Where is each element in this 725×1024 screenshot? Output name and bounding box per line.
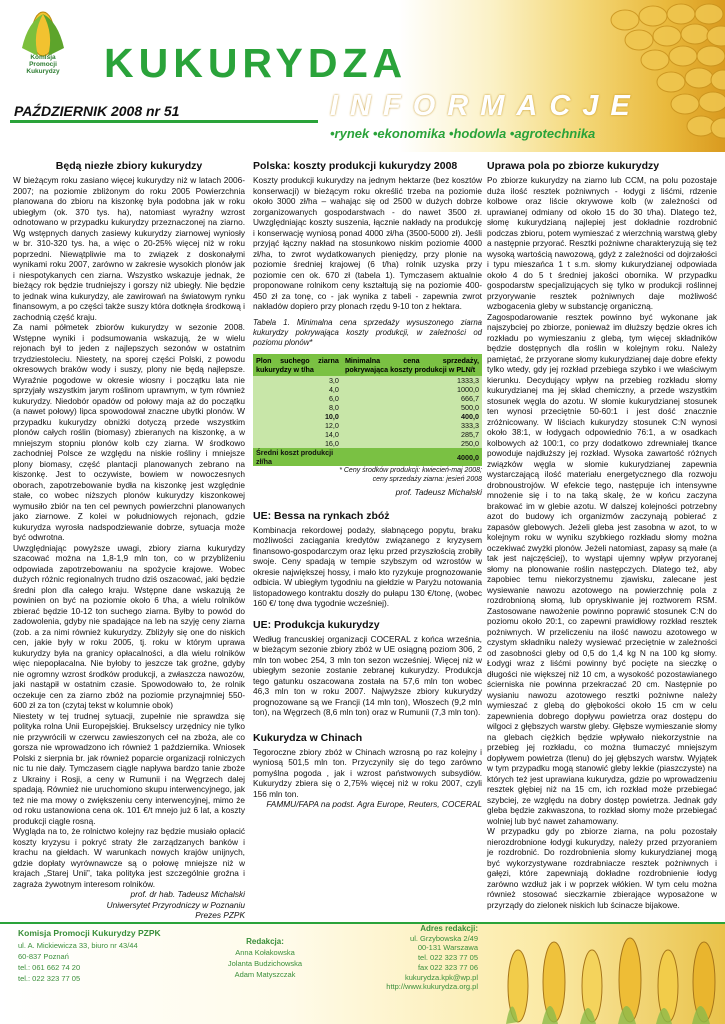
table-cell: 666,7 [342, 394, 482, 403]
article-paragraph: Tegoroczne zbiory zbóż w Chinach wzrosną po raz kolejny i wyniosą 501,5 mln ton. Przyczynily się do tego zarówno pomyślna pogoda , jak i wzrost państwowych subsydiów. Kukurydzy zbiera się o 2,75% więcej niż w roku 2007, czyli 156 mln ton. [253, 746, 482, 799]
corn-logo-icon [8, 8, 78, 88]
article-title: Polska: koszty produkcji kukurydzy 2008 [253, 160, 458, 172]
header-divider [10, 120, 318, 123]
editor-name: Jolanta Budzichowska [227, 959, 303, 968]
article-paragraph: Uwzględniając powyższe uwagi, zbiory ziarna kukurydzy szacować można na 1,8-1,9 mln ton, co w przybliżeniu odpowiada zapotrzebowaniu na spożycie krajowe. Wobec dużych różnic regionalnych trudno dziś oszacować, jaki będzie średni plon dla całego kraju. Wstępne dane wskazują że powinien on być na poziomie około 6 t/ha, a wielu rolników zbierać będzie 10-12 ton suchego ziarna. Byłby to powód do zadowolenia, gdyby nie spadające na leb na szyję ceny ziarna (zob. a za nimi również kukurydzy. Zbliżyły się one do niskich cen, jakie były w roku 2005, tj. roku w którym uprawa kukurydzy była na granicy opłacalności, a dla wielu rolników więc niepopłacalna. Nie byłoby to jeszcze tak groźne, gdyby nie ogromny wzrost środków produkcji, a zwłaszcza nawozów, jaki nastąpił w ostatnim czasie. Spowodowało to, że rolnik oczekuje cen za ziarno zbóż na poziomie przynajmniej 550-600 zł za ton (czytaj tekst w kolumnie obok) [13, 542, 245, 710]
footer-editorial-address [358, 924, 478, 992]
article-paragraph: Koszty produkcji kukurydzy na jednym hektarze (bez kosztów konserwacji) w bieżącym roku określić trzeba na poziomie około 3000 zł/ha – wahając się od 2500 w dużych dobrze zorganizowanych gospodarstwach - do nawet 3500 zł. Uwzględniając koszty suszenia, łącznie nakłady na produkcję i konserwację wyniosą ponad 4000 zł/ha (3500-5000 zł). Jeśli przyjąć łączny nakład na stosunkowo niskim poziomie 4000 zł/ha, to zwrot wydatkowanych pieniędzy, przy plonie na poziomie średniej krajowej (6 t/ha) rolnik uzyska przy poziomie cen ok. 670 zł (tabela 1). Tymczasem aktualnie proponowane rolnikom ceny kształtują się na poziomie 400-450 zł za tonę, co - jak wynika z tabeli - zapewnia zwrot nakładów dopiero przy plonach rzędu 9-10 ton z hektara. [253, 175, 482, 311]
issue-label: PAŹDZIERNIK 2008 nr 51 [14, 103, 180, 119]
article-title: Kukurydza w Chinach [253, 731, 363, 744]
editors-heading: Redakcja: [246, 937, 284, 946]
table-cell: 400,0 [342, 412, 482, 421]
table-row [253, 430, 482, 439]
footer-address-line: ul. A. Mickiewicza 33, biuro nr 43/44 [18, 941, 138, 950]
table-row [253, 394, 482, 403]
editorial-address-line: 00-131 Warszawa [417, 943, 478, 953]
article-source: FAMMU/FAPA na podst. Agra Europe, Reuters, COCERAL [266, 799, 482, 810]
article-title: UE: Produkcja kukurydzy [253, 618, 380, 631]
table-row [253, 421, 482, 430]
table-row-highlighted [253, 412, 482, 421]
footer-phone: tel.: 061 662 74 20 [18, 963, 81, 972]
table-note: ceny sprzedaży ziarna: jesień 2008 [372, 476, 482, 484]
column-left [13, 160, 245, 921]
masthead-subtitle: INFORMACJE [330, 90, 642, 122]
article-title: UE: Bessa na rynkach zbóż [253, 509, 390, 522]
author-affiliation: Uniwersytet Przyrodniczy w Poznaniu [106, 899, 245, 910]
table-note: * Ceny środków produkcji: kwiecień-maj 2008; [339, 467, 482, 475]
table-row [253, 385, 482, 394]
table-cell: 3,0 [253, 376, 342, 385]
masthead [0, 0, 725, 152]
table-cell: 8,0 [253, 403, 342, 412]
editor-name: Adam Matyszczak [234, 970, 296, 979]
table-row [253, 439, 482, 448]
editorial-website-link[interactable]: http://www.kukurydza.org.pl [386, 982, 478, 992]
footer-address [18, 940, 138, 984]
article-paragraph: W bieżącym roku zasiano więcej kukurydzy niż w latach 2006-2007; na poziomie zbliżonym do roku 2005 Powierzchnia planowana do zbioru na kiszonkę była podobna jak w roku ubiegłym (ok. 370 tys. ha), natomiast wyraźny wzrost odnotowano w przypadku kukurydzy przeznaczonej na ziarno. Wg wstępnych danych zasiewy kukurydzy ziarnowej wyniosły w br. 310-320 tys. ha, a więc o 20-25% więcej niż w roku poprzedni. Niewątpliwie ma to związek z doskonałymi wynikami roku 2007, zarówno w zakresie wysokich plonów jak i niespotykanych cen ziarna. Wszystko wskazuje jednak, że bieżący rok będzie trudniejszy i gorszy niż ubiegły. Nie będzie to jednak wina kukurydzy, ale zawirowań na światowym rynku finansowym, a po części także suszy która dotknęła środkową i zachodnią część kraju. [13, 175, 245, 322]
table-header-price: Minimalna cena sprzedaży, pokrywająca koszty produkcji w PLN/t [342, 354, 482, 376]
tagline: •rynek •ekonomika •hodowla •agrotechnika [330, 126, 596, 141]
editorial-address-heading: Adres redakcji: [420, 924, 478, 933]
article-paragraph: Zagospodarowanie resztek powinno być wykonane jak najszybciej po zbiorze, ponieważ im dłuższy będzie okres ich rozkładu po wymieszaniu z glebą, tym więcej składników będzie dostępnych dla roślin w kolejnym roku. Należy pamiętać, że przyorane słomy kukurydzianej daje dobre efekty tylko wtedy, gdy jej rozkład przebiega szybko i we właściwym kierunku. Decydujący wpływ na przebieg rozkładu słomy kukurydzianej ma jej skład chemiczny, a przede wszystkim stosunek węgla do azotu. W słomie kukurydzianej stosunek ten wynosi przeciętnie 50-60:1 i jest dość znacznie zróżnicowany. W liściach kukurydzy stosunek C:N wynosi około 38:1, w łodygach odpowiednio 76:1, a w osadkach kolbowych aż 100:1, co przy dodatkowo zdrewniałej tkance powoduje najdłuższy jej rozkład. Wysoka zawartość różnych związków węgla w słomie kukurydzianej zapewnia wystarczającą ilość materiału energetycznego dla rozwoju drobnoustrojów. W efekcie tego, następuje ich intensywne mnożenie się i to na taką skalę, że w końcu zaczyna brakować im w glebie azotu. W dalszej kolejności potrzebny azot do budowy ich organizmów zaczynają pobierać z zapasów glebowych. Jeżeli gleba jest zasobna w azot, to w kolejnym roku w wyniku szybkiego rozkładu słomy można oczekiwać zwyżki plonów. Jeżeli natomiast, zapasy są małe (a tak jest najczęściej), to wystąpi ujemny wpływ przyoranej słomy na plonowanie roślin następczych. Dlatego też, aby zapobiec temu niekorzystnemu zjawisku, zalecane jest wysiewanie nawozu azotowego na powierzchnię pola z rozdrobnioną słomą, lub opryskiwanie jej roztworem RSM. Zastosowane nawożenie powinno poprawić stosunek C:N do poziomu około 20:1, co zapewni prawidłowy rozkład resztek pożniwnych. W przeliczeniu na ilość nawozu azotowego w czystym składniku należy wysiewać przeciętnie w zależności od zasobności gleby od 0,5 do 1,4 kg N na 100 kg słomy. Łodygi wraz z liśćmi powinny być pocięte na sieczkę o długości nie większej niż 10 cm, a wysokość pozostawianego ścierniska nie powinna przekraczać 20 cm. Następnie po wysianiu nawozu azotowego resztki pożniwne należy wymieszać z glebą do głębokości około 15 cm w celu zapewnienia dobrego dopływu powietrza oraz dostępu do wilgoci z głębszych warstw gleby. Głębsze wymieszanie słomy na glebach ciężkich będzie wpływało niekorzystnie na przebieg jej rozkładu, co można tłumaczyć mniejszym dopływem powietrza (tlenu) do jej głębszych warstw. Wyjątek w tym przypadku mogą stanowić gleby lekkie (piaszczyste) na których też jest uprawiana kukurydza, gdzie po wprowadzeniu resztek głębiej niż na 15 cm, ich rozkład może przebiegać szybciej, ze względu na dobry dostęp powietrza. Jednak gdy gleba będzie zakwaszona, to rozkład słomy może przebiegać wolniej lub być nawet zahamowany. [487, 311, 717, 826]
table-cell: 4,0 [253, 385, 342, 394]
table-cell: 14,0 [253, 430, 342, 439]
table-row [253, 403, 482, 412]
footer-phone: tel.: 022 323 77 05 [18, 974, 81, 983]
article-title: Uprawa pola po zbiorze kukurydzy [487, 160, 660, 172]
table-cell: 500,0 [342, 403, 482, 412]
footer-address-line: 60-837 Poznań [18, 952, 69, 961]
column-middle [253, 160, 482, 810]
author-role: Prezes PZPK [195, 910, 245, 920]
table-header-yield: Plon suchego ziarna kukurydzy w t/ha [253, 354, 342, 376]
table-cell: 250,0 [342, 439, 482, 448]
editorial-phone: tel. 022 323 77 05 [417, 953, 478, 963]
editorial-address-line: ul. Grzybowska 2/49 [410, 933, 478, 943]
table-cell: 10,0 [253, 412, 342, 421]
article-paragraph: Według francuskiej organizacji COCERAL z końca września, w bieżącym sezonie zbiory zbóż w UE osiągną poziom 306, 2 mln ton wobec 254, 3 mln ton sezon wcześniej. Więcej niż w ubiegłym sezonie zostanie zebranej kukurydzy. Produkcja tego gatunku oszacowana została na 57,6 mln ton wobec 46,3 mln ton w roku 2007. Najwyższe zbiory kukurydzy prognozowane są we Francji (14 mln ton), Włoszech (9,2 mln ton), na Węgrzech (8,6 mln ton) oraz w Rumunii (7,3 mln ton). [253, 633, 482, 718]
article-title: Będą niezłe zbiory kukurydzy [55, 160, 203, 172]
masthead-title: KUKURYDZA [104, 40, 408, 86]
editor-name: Anna Kołakowska [235, 948, 295, 957]
corn-cobs-image [488, 930, 725, 1024]
author-signature: prof. dr hab. Tadeusz Michalski [130, 889, 245, 899]
table-cell: 16,0 [253, 439, 342, 448]
table-cell: 1333,3 [342, 376, 482, 385]
table-cell: 12,0 [253, 421, 342, 430]
editorial-email-link[interactable]: kukurydza.kpk@wp.pl [404, 972, 478, 982]
table-total-label: Średni koszt produkcji zł/ha [253, 448, 342, 466]
table-caption: Tabela 1. Minimalna cena sprzedaży wysuszonego ziarna kukurydzy pokrywająca koszty produkcji, w zależności od poziomu plonów* [253, 317, 482, 347]
table-cell: 333,3 [342, 421, 482, 430]
footer-editors [210, 936, 320, 980]
table-total-row [253, 448, 482, 466]
article-paragraph: Po zbiorze kukurydzy na ziarno lub CCM, na polu pozostaje duża ilość resztek pożniwnych - łodygi z liśćmi, rdzenie kolbowe oraz liście okrywowe kolb (w zależności od uprawianej odmiany od około 15 do 30 t/ha). Dlatego też, słomę kukurydzianą najlepiej jest dokładnie rozdrobnić podczas zbioru, potem wymieszać z wierzchnią warstwą gleby a następnie przyorać. Resztki pożniwne charakteryzują się też wysoką wartością nawozową, gdyż z zależności od dojrzałości i typu mieszańca 1 t s.m. słomy kukurydzianej odpowiada około 4 do 5 t średniej jakości obornika. W przypadku gospodarstw specjalizujących się tylko w produkcji roślinnej przyorywanie resztek pożniwnych daje możliwość wzbogacenia gleby w substancję organiczną. [487, 175, 717, 311]
table-cell: 285,7 [342, 430, 482, 439]
article-paragraph: Za nami półmetek zbiorów kukurydzy w sezonie 2008. Wstępne wyniki i podsumowania wskazują, że w wielu rejonach był to jeden z najlepszych sezonów w ostatnim trzydziestoleciu. Niestety, na sporej części Polski, z powodu okresowych braków wody i suszy, plony nie będą najlepsze. Wyraźnie pogodowe w okresie wiosny i początku lata nie sprzyjały wszystkim jarym roślinom uprawnym, w tym również kukurydzy. Niedobór opadów od połowy maja aż do początku (a nawet połowy) lipca spowodował znaczne ubytki plonów. W przypadku kukurydzy obniżki dotyczą przede wszystkim plonów całych roślin (biomasy) zbieranych na kiszonkę, a w mniejszym stopniu plonów kolb czy ziarna. W środkowo zachodniej Polsce ze względu na niskie rośliny i mniejsze plony biomasy, część plantacji planowanych zebrano na kiszonkę. Jest to oczywiste, bowiem w nowoczesnych oborach, zapotrzebowanie bydła na kiszonkę jest względnie stałe, co wobec niższych plonów kukurydzy kiszonkowej wymusiło zbiór na ten cel pewnych powierzchni planowanych jako ziarnowe. Z kolei w południowych rejonach, gdzie kukurydza wyrosła nadspodziewanie dobrze, sytuacja może być odwrotna. [13, 322, 245, 542]
table-row [253, 376, 482, 385]
article-paragraph: Niestety w tej trudnej sytuacji, zupełnie nie sprawdza się polityka rolna Unii Europejskiej. Brukselscy urzędnicy nie tylko nie przywrócili w czerwcu zawieszonych ceł na zboża, ale co gorsza nie wprowadzono ich również 1 października. Wniosek Polski z sierpnia br. jak również poparcie organizacji rolniczych nic tu nie dały. Tymczasem ciągle napływa bardzo tanie zboże z Ukrainy i Rosji, a ceny w Rumunii i na Węgrzech dalej spadają. Również nie uruchomiono skupu interwencyjnego, jak też nie ma mowy o zwiększeniu ceny interwencyjnej, mimo że od roku ustanowiona cena ok. 101 €/t mnejo już 6 lat, a koszty produkcji ciągle rosną. [13, 710, 245, 826]
logo-text: Komisja Promocji Kukurydzy [26, 54, 60, 75]
editorial-fax: fax 022 323 77 06 [417, 962, 478, 972]
table-cell: 1000,0 [342, 385, 482, 394]
cost-table [253, 354, 482, 467]
article-paragraph: W przypadku gdy po zbiorze ziarna, na polu pozostały nierozdrobnione łodygi kukurydzy, należy przed przyoraniem je rozdrobnić. Do rozdrobnienia słomy kukurydzianej mogą być wykorzystywane rozdrabniacze resztek pożniwnych i gałęzi, które zapewniają dokładne rozdrobnienie łodyg zarówno wzdłuż jak i w poprzek włókien. W tym celu można również stosować sieczkarnie zbierające wyposażone w przyrządy do zielonek niskich lub ścinacze bijakowe. [487, 826, 717, 910]
table-cell: 6,0 [253, 394, 342, 403]
column-right [487, 160, 717, 910]
author-signature: prof. Tadeusz Michalski [395, 487, 482, 498]
article-paragraph: Wygląda na to, że rolnictwo kolejny raz będzie musiało opłacić koszty kryzysu i pokryć straty źle zarządzanych banków i krachu na giełdach. W warunkach nowych krajów unijnych, gdzie dopłaty wyrównawcze są o połowę mniejsze niż w krajach „Starej Unii”, taka polityka jest szczególnie groźna i zagraża żywotnym interesom rolników. [13, 826, 245, 889]
footer-org-name: Komisja Promocji Kukurydzy PZPK [18, 928, 161, 938]
article-paragraph: Kombinacja rekordowej podaży, słabnącego popytu, braku możliwości zaciągania kredytów związanego z kryzysem finansowo-gospodarczym oraz lęku przed przyszłością zrobiły swoje. Ceny spadają w tempie szybszym od wzrostów w okresie największej hossy, i mało kto ryzykuje prognozowanie odbicia. W ubiegłym tygodniu na giełdzie w Paryżu notowania listopadowego kontraktu doszły do pułapu 130 €/tonę, (wobec 160 €/ tonę dwa tygodnie wcześniej). [253, 524, 482, 609]
table-total-value: 4000,0 [342, 448, 482, 466]
